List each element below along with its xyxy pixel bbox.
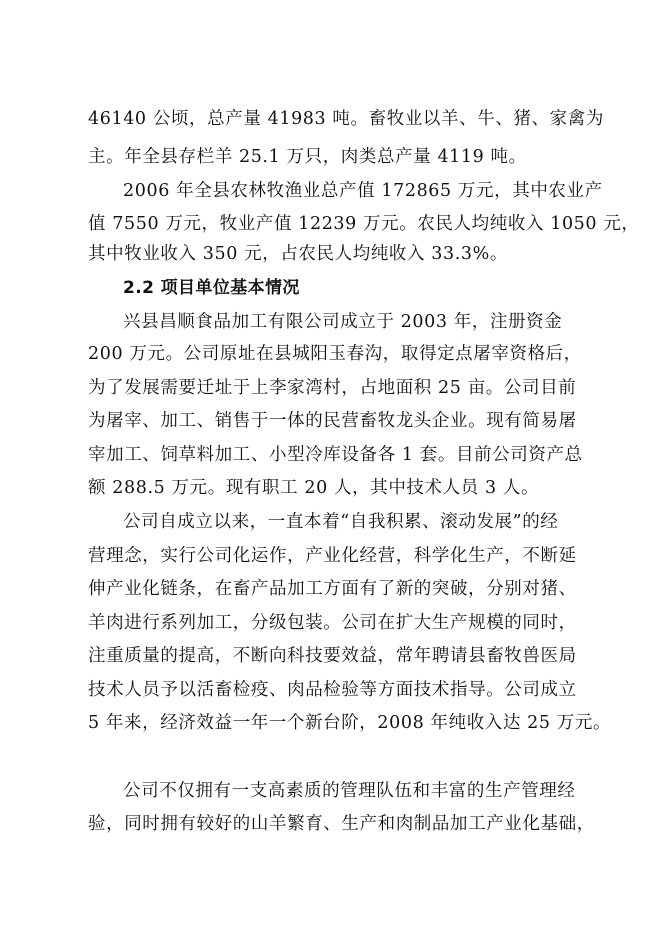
text-line: 营理念，实行公司化运作，产业化经营，科学化生产，不断延 [88,546,577,566]
text-line: 为了发展需要迁址于上李家湾村，占地面积 25 亩。公司目前 [88,378,577,398]
text-line: 伸产业化链条，在畜产品加工方面有了新的突破，分别对猪、 [88,579,577,599]
text-line: 注重质量的提高，不断向科技要效益，常年聘请县畜牧兽医局 [88,646,577,666]
text-line: 2006 年全县农林牧渔业总产值 172865 万元，其中农业产 [123,181,603,201]
text-line: 验，同时拥有较好的山羊繁育、生产和肉制品加工产业化基础， [88,814,595,834]
text-line: 公司不仅拥有一支高素质的管理队伍和丰富的生产管理经 [123,781,576,801]
text-line: 值 7550 万元，牧业产值 12239 万元。农民人均纯收入 1050 元， [88,214,640,234]
text-line: 宰加工、饲草料加工、小型冷库设备各 1 套。目前公司资产总 [88,445,583,465]
text-line: 其中牧业收入 350 元，占农民人均纯收入 33.3%。 [88,244,508,264]
text-line: 公司自成立以来，一直本着“自我积累、滚动发展”的经 [123,512,559,532]
text-line: 主。年全县存栏羊 25.1 万只，肉类总产量 4119 吨。 [88,147,527,167]
text-line: 额 288.5 万元。现有职工 20 人，其中技术人员 3 人。 [88,478,540,498]
text-line: 羊肉进行系列加工，分级包装。公司在扩大生产规模的同时， [88,613,577,633]
text-line: 兴县昌顺食品加工有限公司成立于 2003 年，注册资金 [123,312,563,332]
text-line: 200 万元。公司原址在县城阳玉春沟，取得定点屠宰资格后， [88,344,582,364]
section-heading: 2.2 项目单位基本情况 [123,278,300,298]
text-line: 技术人员予以活畜检疫、肉品检验等方面技术指导。公司成立 [88,680,577,700]
text-line: 46140 公顷，总产量 41983 吨。畜牧业以羊、牛、猪、家禽为 [88,109,604,129]
text-line: 为屠宰、加工、销售于一体的民营畜牧龙头企业。现有简易屠 [88,411,577,431]
text-line: 5 年来，经济效益一年一个新台阶，2008 年纯收入达 25 万元。 [88,713,612,733]
